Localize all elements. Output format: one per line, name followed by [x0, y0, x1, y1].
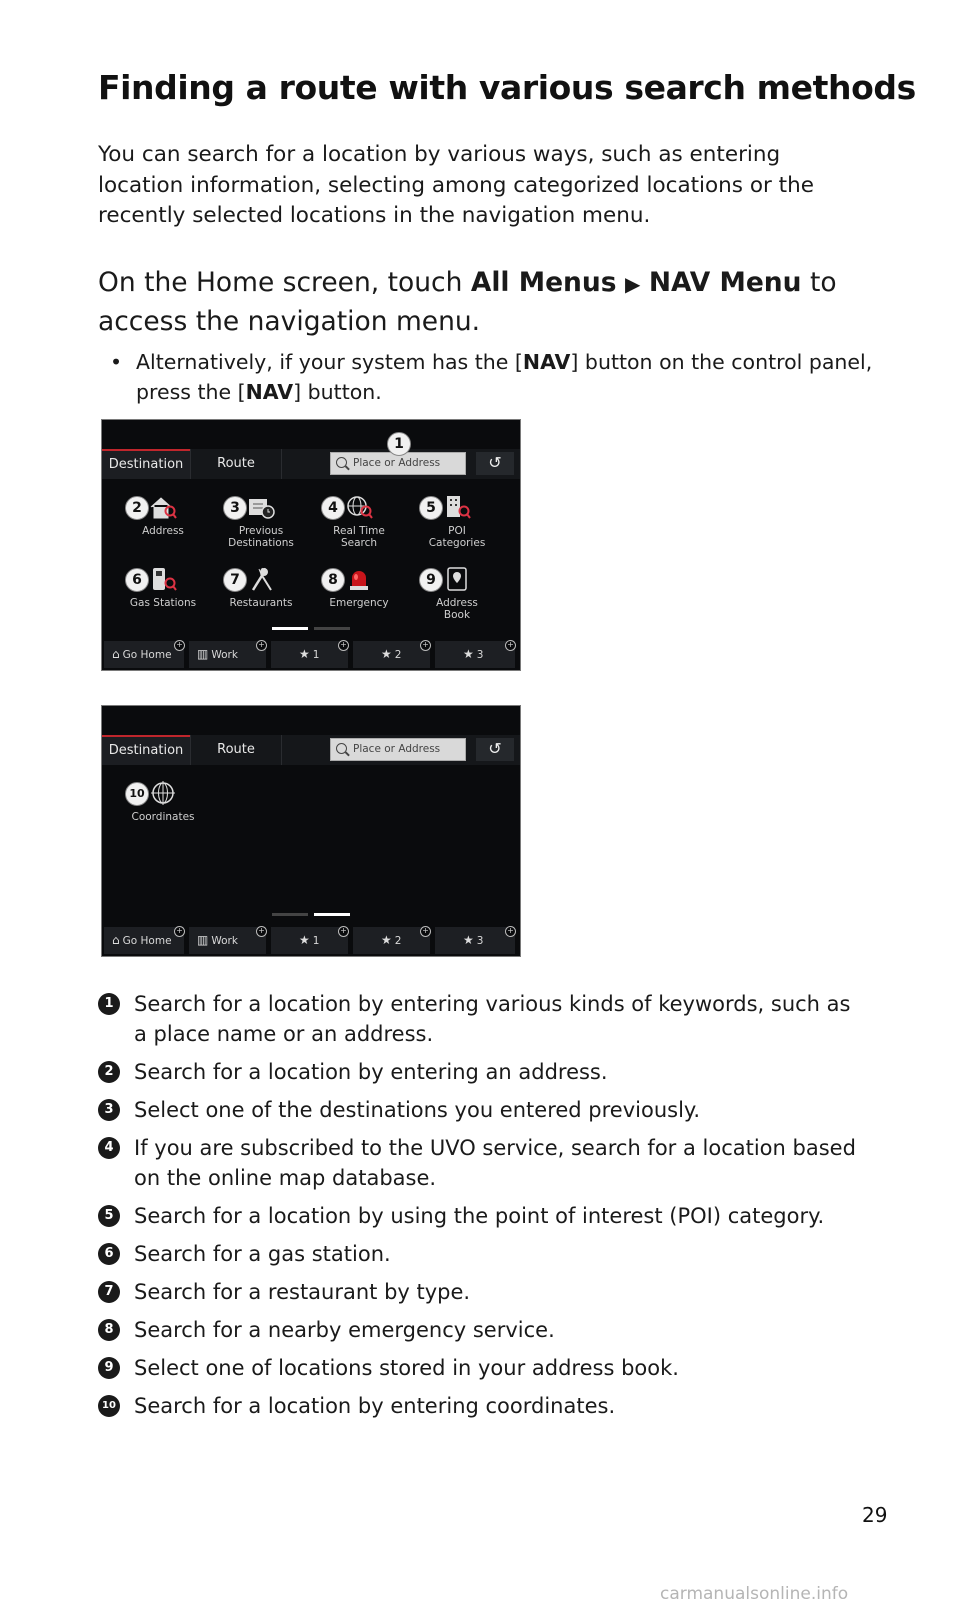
marker-badge: 3: [98, 1099, 120, 1121]
callout-marker: 1: [387, 432, 411, 456]
work-label: Work: [211, 935, 238, 947]
marker-badge: 1: [98, 993, 120, 1015]
go-home-button[interactable]: [104, 927, 184, 954]
work-label: Work: [211, 649, 238, 661]
menu-nav-menu: NAV Menu: [648, 267, 802, 298]
marker-badge: 6: [98, 1243, 120, 1265]
star-pin-icon: ★: [381, 933, 392, 947]
menu-item-coordinates[interactable]: [116, 778, 210, 823]
callout-marker: 2: [125, 496, 149, 520]
menu-item-label: Restaurants: [229, 597, 293, 609]
menu-item-address[interactable]: [116, 492, 210, 537]
favorite-2-button[interactable]: [353, 927, 430, 954]
menu-item-previous-destinations[interactable]: [214, 492, 308, 549]
add-icon[interactable]: +: [338, 640, 349, 651]
nav-key: NAV: [522, 350, 571, 374]
pager-indicator: [314, 627, 350, 630]
pager-indicator-active: [314, 913, 350, 916]
building-icon: ▥: [197, 647, 209, 661]
favorite-1-label: 1: [312, 935, 320, 947]
star-pin-icon: ★: [299, 647, 310, 661]
list-item-text: Search for a gas station.: [134, 1242, 391, 1266]
add-icon[interactable]: +: [338, 926, 349, 937]
go-home-button[interactable]: [104, 641, 184, 668]
star-pin-icon: ★: [463, 933, 474, 947]
list-item: [98, 1095, 858, 1125]
star-pin-icon: ★: [381, 647, 392, 661]
menu-item-label: Real Time Search: [333, 525, 385, 549]
back-button[interactable]: [476, 452, 514, 475]
menu-all-menus: All Menus: [470, 267, 617, 298]
search-input[interactable]: [330, 738, 466, 761]
add-icon[interactable]: +: [256, 640, 267, 651]
list-item: [98, 1277, 858, 1307]
home-icon: ⌂: [112, 933, 120, 947]
add-icon[interactable]: +: [420, 640, 431, 651]
step-line2: access the navigation menu.: [98, 306, 481, 337]
menu-item-restaurants[interactable]: [214, 564, 308, 609]
add-icon[interactable]: +: [174, 926, 185, 937]
list-item-text: Search for a location by using the point of interest (POI) category.: [134, 1204, 825, 1228]
globe-search-icon: [328, 492, 379, 522]
favorite-1-button[interactable]: [271, 641, 348, 668]
favorite-3-button[interactable]: [435, 641, 515, 668]
nav-screen-page-2: [101, 705, 521, 957]
favorite-1-button[interactable]: [271, 927, 348, 954]
nav-screen-page-1: [101, 419, 521, 671]
menu-item-label: Address: [142, 525, 184, 537]
pager-indicator-active: [272, 627, 308, 630]
add-icon[interactable]: +: [505, 640, 516, 651]
menu-item-gas-stations[interactable]: [116, 564, 210, 609]
callout-marker: 6: [125, 568, 149, 592]
list-item-text: Search for a location by entering coordinates.: [134, 1394, 616, 1418]
callout-marker: 8: [321, 568, 345, 592]
list-item: [98, 1315, 858, 1345]
list-item-text: If you are subscribed to the UVO service, search for a location based on the online map database.: [134, 1136, 856, 1190]
list-item-text: Search for a location by entering an address.: [134, 1060, 608, 1084]
bullet-text-1: Alternatively, if your system has the [: [136, 350, 523, 374]
list-item-text: Search for a restaurant by type.: [134, 1280, 471, 1304]
list-item: [98, 1391, 858, 1421]
footer-watermark: carmanualsonline.info: [660, 1584, 849, 1604]
bullet-text-2: ] button on the control panel, press the [: [136, 350, 873, 404]
menu-item-label: Emergency: [329, 597, 389, 609]
address-book-icon: [426, 564, 477, 594]
callout-marker: 9: [419, 568, 443, 592]
marker-badge: 9: [98, 1357, 120, 1379]
marker-badge: 2: [98, 1061, 120, 1083]
tab-route[interactable]: Route: [190, 449, 282, 479]
home-icon: ⌂: [112, 647, 120, 661]
list-item: [98, 1239, 858, 1269]
marker-badge: 7: [98, 1281, 120, 1303]
menu-item-label: Previous Destinations: [228, 525, 294, 549]
menu-item-label: Gas Stations: [129, 597, 197, 609]
fork-knife-icon: [230, 564, 281, 594]
menu-item-address-book[interactable]: [410, 564, 504, 621]
marker-badge: 10: [98, 1395, 120, 1417]
callout-marker: 3: [223, 496, 247, 520]
bullet-dot: •: [110, 350, 123, 374]
tab-route[interactable]: Route: [190, 735, 282, 765]
nav-key: NAV: [245, 380, 294, 404]
step-instruction: [98, 264, 878, 341]
list-item-text: Select one of the destinations you entered previously.: [134, 1098, 701, 1122]
back-icon: ↺: [488, 453, 502, 472]
favorite-2-label: 2: [394, 935, 402, 947]
step-suffix: to: [801, 267, 837, 298]
add-icon[interactable]: +: [505, 926, 516, 937]
list-item: [98, 1201, 858, 1231]
go-home-label: Go Home: [122, 649, 172, 661]
home-search-icon: [132, 492, 183, 522]
history-folder-icon: [230, 492, 281, 522]
work-button[interactable]: [189, 927, 266, 954]
callout-marker: 7: [223, 568, 247, 592]
favorite-3-label: 3: [476, 649, 484, 661]
callout-marker: 5: [419, 496, 443, 520]
list-item: [98, 1353, 858, 1383]
add-icon[interactable]: +: [174, 640, 185, 651]
back-icon: ↺: [488, 739, 502, 758]
bullet-text-3: ] button.: [293, 380, 382, 404]
menu-item-emergency[interactable]: [312, 564, 406, 609]
menu-item-label: Coordinates: [131, 811, 195, 823]
description-list: [98, 989, 858, 1429]
marker-badge: 8: [98, 1319, 120, 1341]
menu-item-real-time-search[interactable]: [312, 492, 406, 549]
list-item-text: Select one of locations stored in your address book.: [134, 1356, 679, 1380]
arrow-icon: ▶: [625, 272, 641, 296]
go-home-label: Go Home: [122, 935, 172, 947]
favorite-3-label: 3: [476, 935, 484, 947]
callout-marker: 10: [125, 782, 149, 806]
favorite-3-button[interactable]: [435, 927, 515, 954]
add-icon[interactable]: +: [256, 926, 267, 937]
menu-item-poi-categories[interactable]: [410, 492, 504, 549]
star-pin-icon: ★: [299, 933, 310, 947]
add-icon[interactable]: +: [420, 926, 431, 937]
menu-item-label: POI Categories: [428, 525, 486, 549]
marker-badge: 5: [98, 1205, 120, 1227]
star-pin-icon: ★: [463, 647, 474, 661]
gas-station-icon: [132, 564, 183, 594]
intro-paragraph: You can search for a location by various ways, such as entering location information, selecting among categorized locations or the recently selected locations in the navigation menu.: [98, 142, 814, 228]
building-search-icon: [426, 492, 477, 522]
favorite-1-label: 1: [312, 649, 320, 661]
tab-destination[interactable]: Destination: [102, 735, 190, 765]
favorite-2-button[interactable]: [353, 641, 430, 668]
crosshair-globe-icon: [129, 778, 183, 808]
tab-destination[interactable]: Destination: [102, 449, 190, 479]
pager-indicator: [272, 913, 308, 916]
back-button[interactable]: [476, 738, 514, 761]
step-prefix: On the Home screen, touch: [98, 267, 471, 298]
favorite-2-label: 2: [394, 649, 402, 661]
search-icon: [336, 743, 347, 754]
list-item: [98, 1133, 858, 1193]
bullet-note: [110, 347, 886, 407]
search-icon: [336, 457, 347, 468]
list-item: [98, 1057, 858, 1087]
favorites-bar: [102, 926, 520, 956]
siren-icon: [328, 564, 379, 594]
page-title: Finding a route with various search methods: [98, 68, 916, 107]
menu-item-label: Address Book: [436, 597, 478, 621]
work-button[interactable]: [189, 641, 266, 668]
building-icon: ▥: [197, 933, 209, 947]
list-item-text: Search for a location by entering various kinds of keywords, such as a place name or an address.: [134, 992, 851, 1046]
list-item-text: Search for a nearby emergency service.: [134, 1318, 555, 1342]
favorites-bar: [102, 640, 520, 670]
search-placeholder: Place or Address: [353, 457, 441, 469]
list-item: [98, 989, 858, 1049]
marker-badge: 4: [98, 1137, 120, 1159]
page-number: 29: [862, 1503, 888, 1527]
callout-marker: 4: [321, 496, 345, 520]
search-placeholder: Place or Address: [353, 743, 441, 755]
